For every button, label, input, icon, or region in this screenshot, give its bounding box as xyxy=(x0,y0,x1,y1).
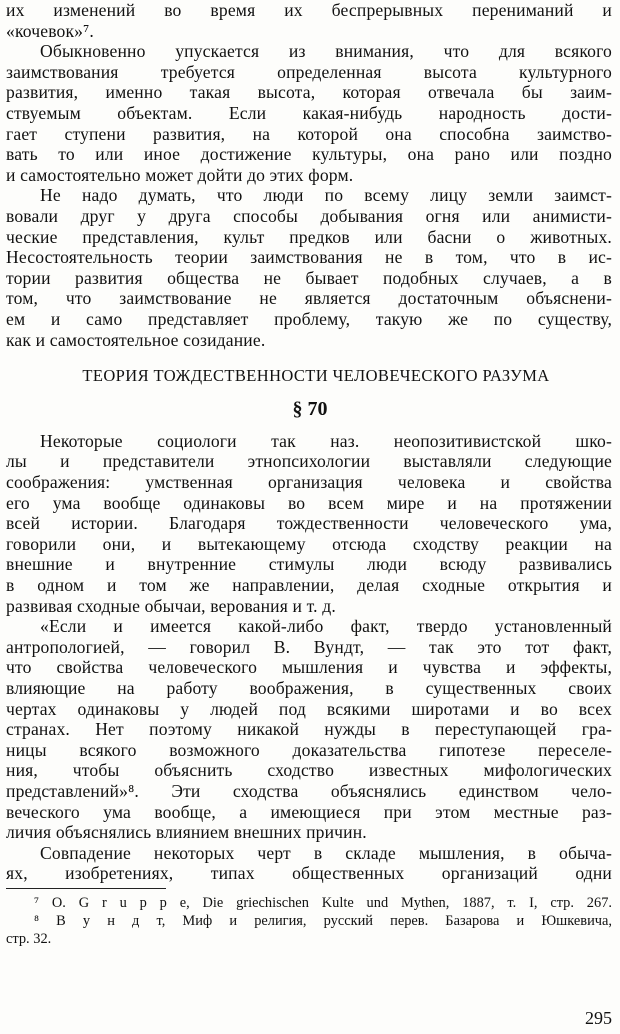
text-line: странах. Нет поэтому никакой нужды в переступающей гра- xyxy=(6,719,612,739)
text-line: Обыкновенно упускается из внимания, что для всякого xyxy=(40,41,612,61)
text-line: вовали друг у друга способы добывания огня или анимисти- xyxy=(6,206,612,226)
text-line: ния, чтобы объяснить сходство известных мифологических xyxy=(6,760,612,780)
chapter-heading: ТЕОРИЯ ТОЖДЕСТВЕННОСТИ ЧЕЛОВЕЧЕСКОГО РАЗУМА xyxy=(82,366,550,385)
text-line: Несостоятельность теории заимствования не в том, что в ис- xyxy=(6,247,612,267)
text-line: «Если и имеется какой-либо факт, твердо установленный xyxy=(40,616,612,636)
text-line: его ума вообще одинаковы во всем мире и на протяжении xyxy=(6,493,612,513)
text-line: говорили они, и вытекающему отсюда сходству реакции на xyxy=(6,534,612,554)
text-line: их изменений во время их беспрерывных перениманий и xyxy=(6,0,612,20)
footnote-rule xyxy=(6,888,166,889)
text-line: антропологией, — говорил В. Вундт, — так это тот факт, xyxy=(6,637,612,657)
text-line: внешние и внутренние стимулы люди всюду развивались xyxy=(6,554,612,574)
text-line: лы и представители этнопсихологии выставляли следующие xyxy=(6,451,612,471)
text-line: в одном и том же направлении, делая сходные открытия и xyxy=(6,575,612,595)
footnote-7: ⁷ O. G r u p p e, Die griechischen Kulte und Mythen, 1887, т. I, стр. 267. xyxy=(34,895,612,911)
page-number: 295 xyxy=(585,1008,612,1028)
text-line: заимствования требуется определенная высота культурного xyxy=(6,62,612,82)
text-line: Не надо думать, что люди по всему лицу земли заимст- xyxy=(40,185,612,205)
text-line: ческие представления, культ предков или басни о животных. xyxy=(6,227,612,247)
text-line: как и самостоятельное созидание. xyxy=(6,330,266,350)
footnote-8-continuation: стр. 32. xyxy=(6,931,52,947)
text-line: «кочевок»⁷. xyxy=(6,21,94,41)
text-line: всей истории. Благодаря тождественности человеческого ума, xyxy=(6,513,612,533)
text-line: ствуемым объектам. Если какая-нибудь народность дости- xyxy=(6,103,612,123)
text-line: Некоторые социологи так наз. неопозитивистской шко- xyxy=(40,431,612,451)
text-line: ницы всякого возможного доказательства гипотезе переселе- xyxy=(6,740,612,760)
text-line: что свойства человеческого мышления и чувства и эффекты, xyxy=(6,657,612,677)
text-line: и самостоятельно может дойти до этих форм. xyxy=(6,165,354,185)
text-line: ях, изобретениях, типах общественных организаций одни xyxy=(6,863,612,883)
text-line: влияющие на работу воображения, в существенных своих xyxy=(6,678,612,698)
text-line: вать то или иное достижение культуры, она рано или поздно xyxy=(6,144,612,164)
text-line: развития, именно такая высота, которая отвечала бы заим- xyxy=(6,82,612,102)
text-line: Совпадение некоторых черт в складе мышления, в обыча- xyxy=(40,843,612,863)
text-line: веческого ума вообще, а имеющиеся при этом местные раз- xyxy=(6,802,612,822)
text-line: гает ступени развития, на которой она способна заимство- xyxy=(6,124,612,144)
text-line: тории развития общества не бывает подобных случаев, а в xyxy=(6,268,612,288)
text-line: том, что заимствование не является достаточным объяснени- xyxy=(6,288,612,308)
text-line: развивая сходные обычаи, верования и т. д. xyxy=(6,596,336,616)
text-line: представлений»⁸. Эти сходства объяснялись единством чело- xyxy=(6,781,612,801)
text-line: личия объяснялись влиянием внешних причин. xyxy=(6,822,367,842)
footnote-8: ⁸ В у н д т, Миф и религия, русский перев. Базарова и Юшкевича, xyxy=(34,913,612,929)
text-line: чертах одинаковы у людей под всякими широтами и во всех xyxy=(6,699,612,719)
text-line: соображения: умственная организация человека и свойства xyxy=(6,472,612,492)
text-line: ем и само представляет проблему, такую же по существу, xyxy=(6,309,612,329)
section-number: § 70 xyxy=(292,398,328,420)
